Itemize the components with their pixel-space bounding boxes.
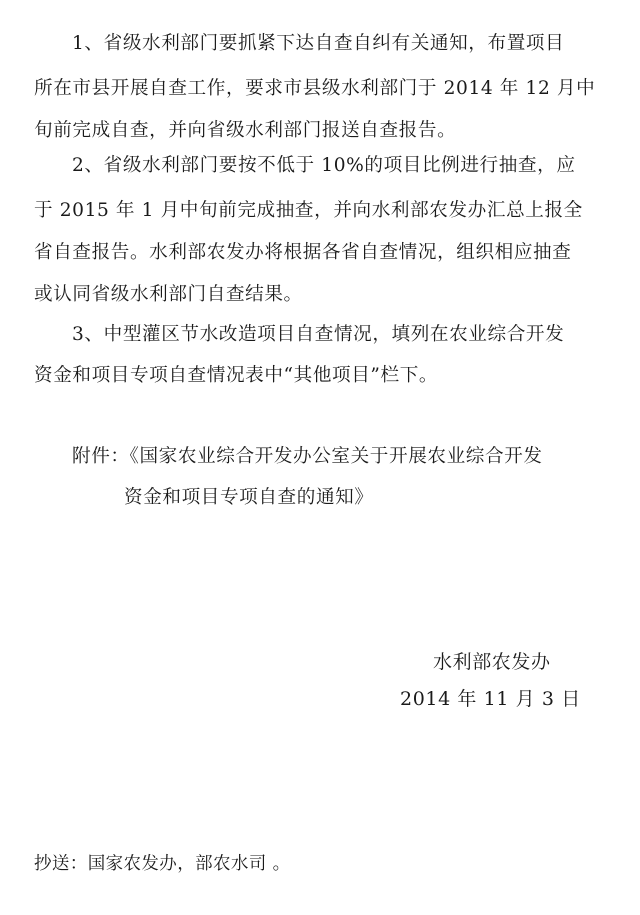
attachment-line-1: 附件：《国家农业综合开发办公室关于开展农业综合开发	[72, 446, 543, 467]
paragraph-2-line-1: 2、省级水利部门要按不低于 10%的项目比例进行抽查，应	[72, 155, 576, 176]
signature-org: 水利部农发办	[433, 651, 551, 673]
paragraph-1-line-2: 所在市县开展自查工作，要求市县级水利部门于 2014 年 12 月中	[34, 78, 596, 99]
paragraph-2-line-3: 省自查报告。水利部农发办将根据各省自查情况，组织相应抽查	[34, 242, 572, 263]
signature-date: 2014 年 11 月 3 日	[400, 688, 581, 710]
attachment-line-2: 资金和项目专项自查的通知》	[124, 487, 374, 508]
paragraph-3-line-2: 资金和项目专项自查情况表中“其他项目”栏下。	[34, 365, 439, 386]
paragraph-1-line-3: 旬前完成自查，并向省级水利部门报送自查报告。	[34, 120, 457, 141]
paragraph-1-line-1: 1、省级水利部门要抓紧下达自查自纠有关通知，布置项目	[72, 33, 565, 54]
paragraph-2-line-2: 于 2015 年 1 月中旬前完成抽查，并向水利部农发办汇总上报全	[34, 200, 583, 221]
paragraph-3-line-1: 3、中型灌区节水改造项目自查情况，填列在农业综合开发	[72, 324, 565, 345]
paragraph-2-line-4: 或认同省级水利部门自查结果。	[34, 284, 303, 305]
cc-line: 抄送：国家农发办，部农水司 。	[34, 854, 291, 874]
